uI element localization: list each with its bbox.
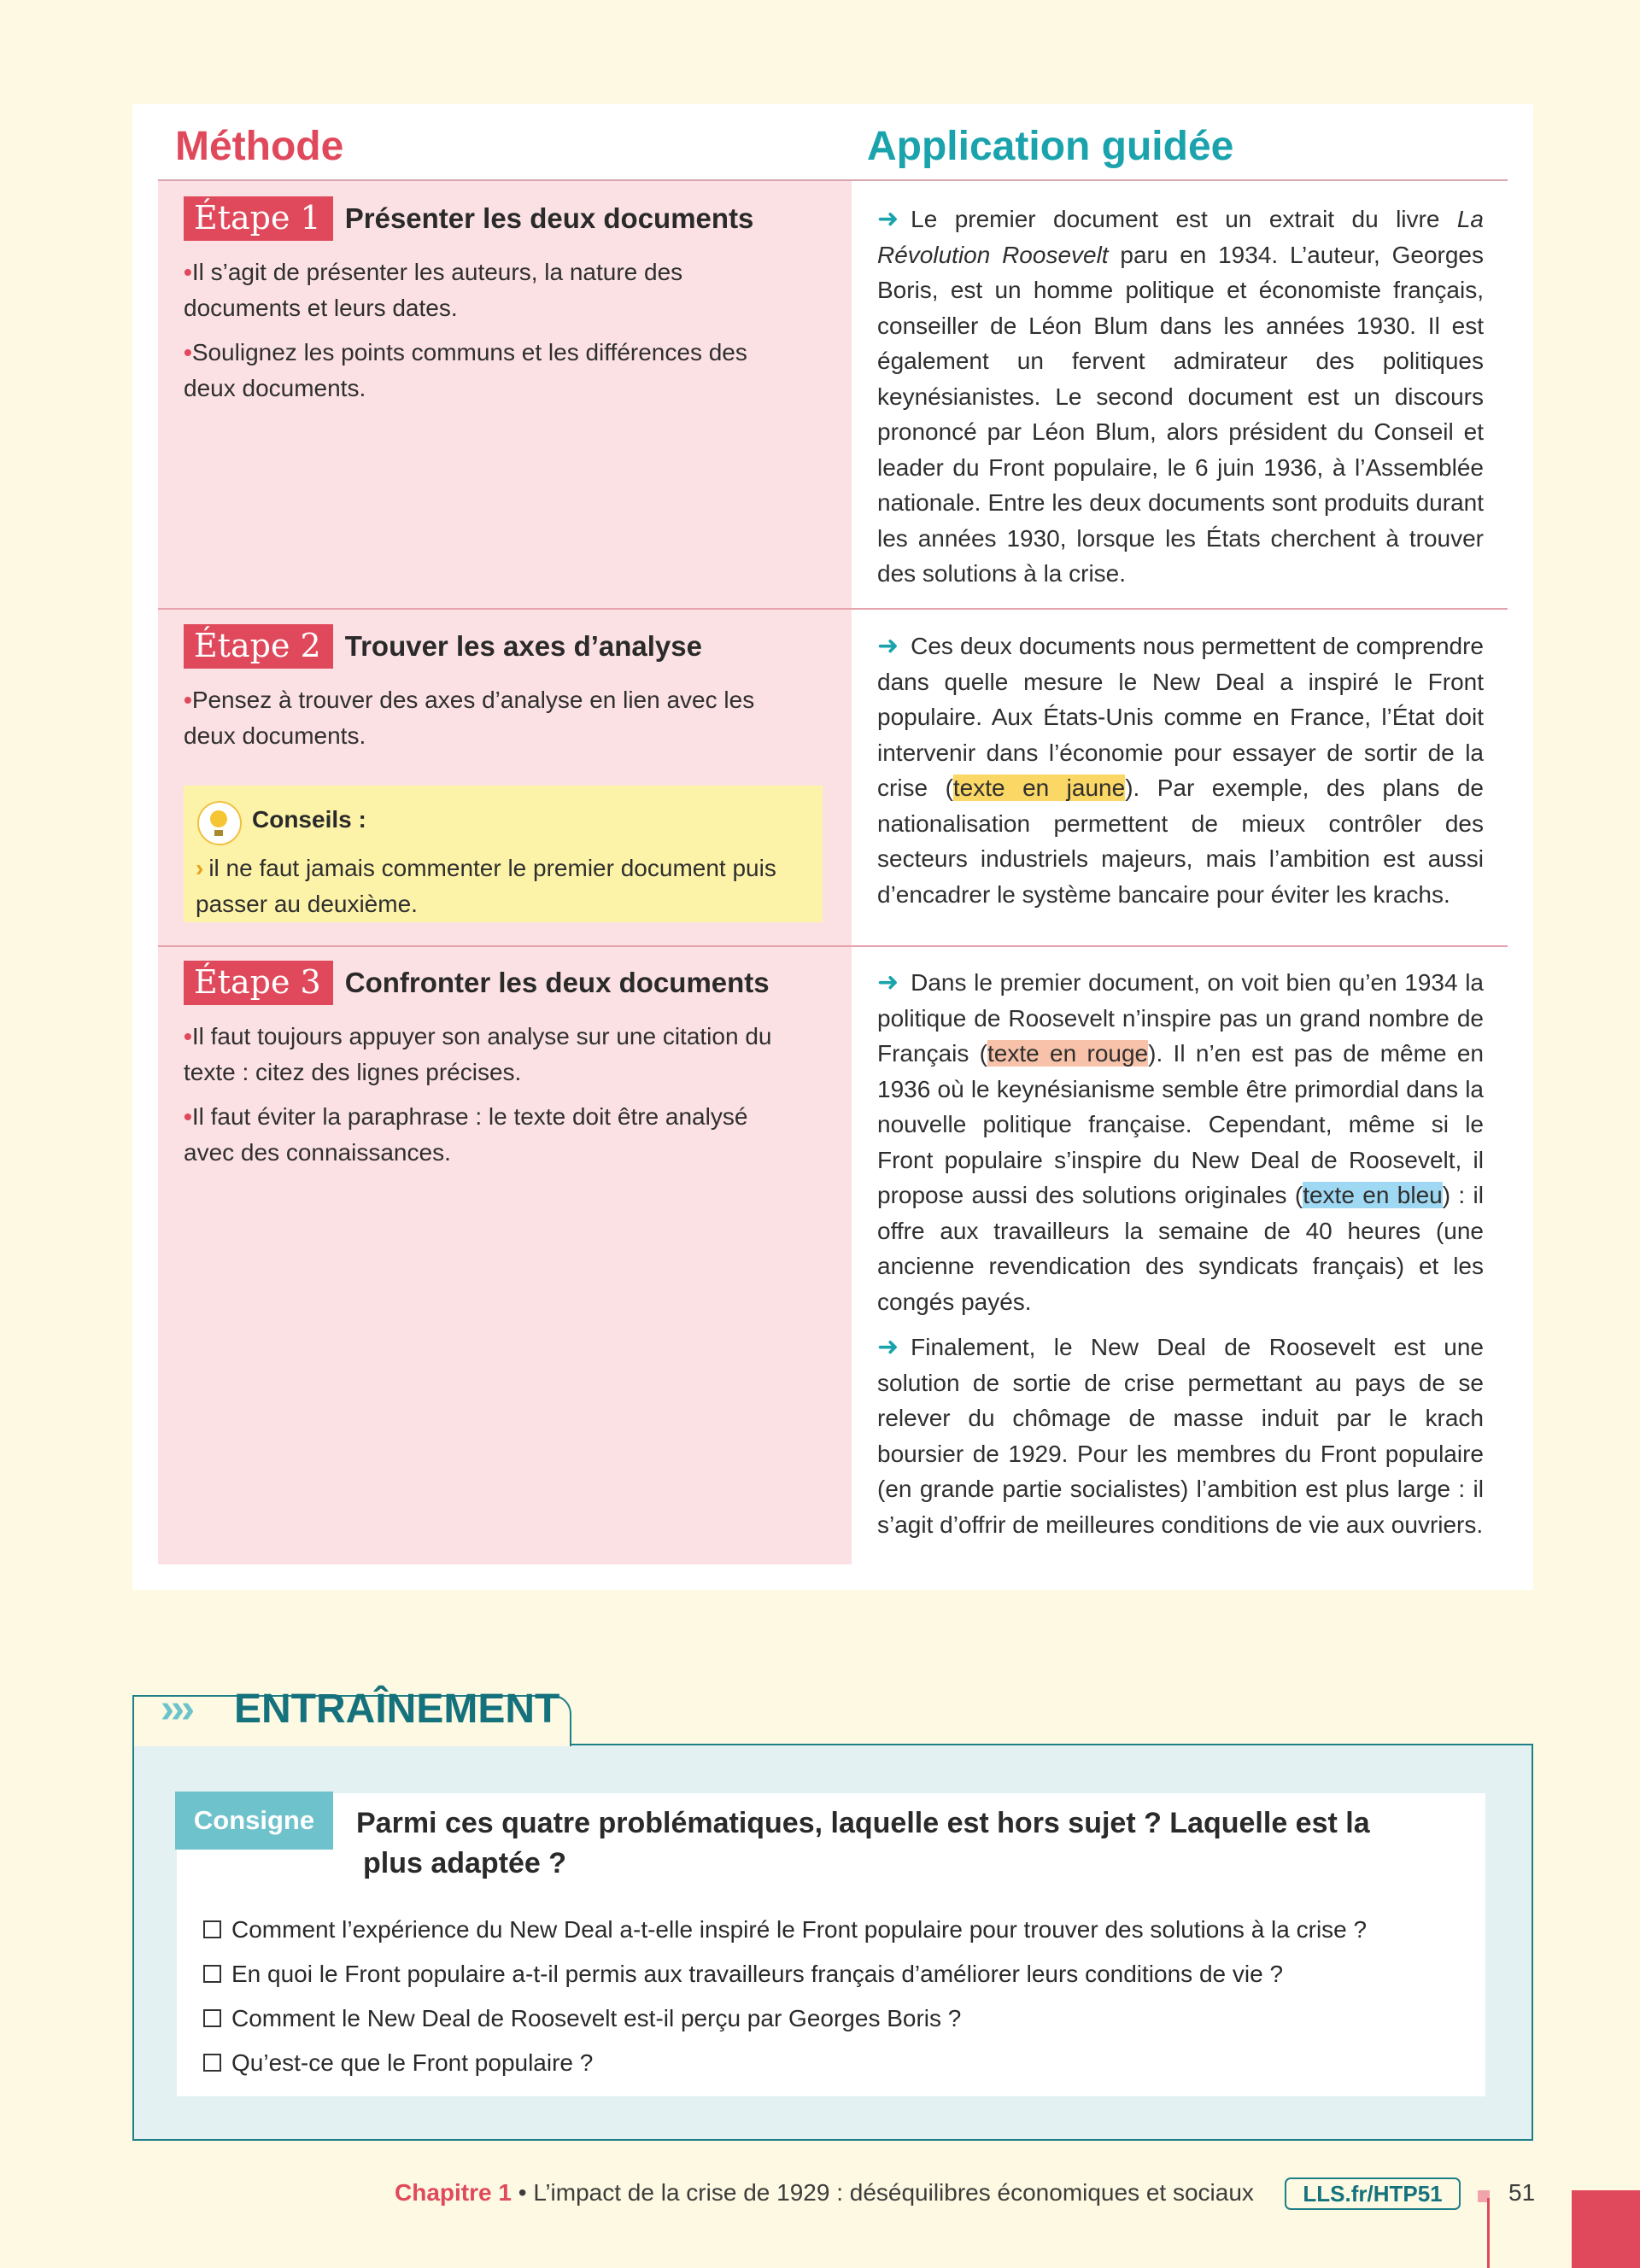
checkbox[interactable]: [203, 1920, 221, 1938]
step-1-bullet: •Soulignez les points communs et les différences des deux documents.: [184, 339, 747, 401]
training-title: ENTRAÎNEMENT: [234, 1686, 560, 1732]
application-paragraph-1: ➜ Le premier document est un extrait du livre La Révolution Roosevelt paru en 1934. L’auteur, Georges Boris, est un homme politique et économiste français, conseiller de Léon Blum dans les années 1930. Il est également un fervent admirateur des politiques keynésianistes. Le second document est un discours prononcé par Léon Blum, alors président du Conseil et leader du Front populaire, le 6 juin 1936, à l’Assemblée nationale. Entre les deux documents sont produits durant les années 1930, lorsque les États cherchent à trouver des solutions à la crise.: [877, 205, 1484, 587]
step-2-badge: Étape 2: [184, 624, 333, 669]
arrow-right-icon: ➜: [877, 632, 899, 660]
step-2-bullet: •Pensez à trouver des axes d’analyse en lien avec les deux documents.: [184, 687, 755, 749]
chapter-label: Chapitre 1: [395, 2179, 512, 2206]
chapter-title: L’impact de la crise de 1929 : déséquilibres économiques et sociaux: [533, 2179, 1254, 2206]
application-header: Application guidée: [867, 124, 1234, 169]
lls-link[interactable]: LLS.fr/HTP51: [1285, 2177, 1461, 2210]
option-2[interactable]: En quoi le Front populaire a-t-il permis aux travailleurs français d’améliorer leurs conditions de vie ?: [203, 1955, 1367, 2000]
step-3-heading: [184, 961, 770, 1005]
arrow-right-icon: ➜: [877, 1333, 899, 1361]
method-application-card: [132, 104, 1533, 1590]
answer-options: [203, 1911, 1367, 2089]
step-3-badge: Étape 3: [184, 961, 333, 1005]
step-3-bullets: [184, 1019, 799, 1179]
step-divider-1: [158, 608, 1508, 610]
application-paragraph-2: ➜ Ces deux documents nous permettent de comprendre dans quelle mesure le New Deal a inspiré le Front populaire. Aux États-Unis comme en France, l’État doit intervenir dans l’économie pour essayer de sortir de la crise (texte en jaune). Par exemple, des plans de nationalisation permettent de mieux contrôler des secteurs industriels majeurs, mais l’ambition est aussi d’encadrer le système bancaire pour éviter les krachs.: [877, 632, 1484, 908]
page-number: 51: [1508, 2179, 1536, 2206]
highlight-yellow: texte en jaune: [952, 775, 1126, 801]
highlight-red: texte en rouge: [987, 1040, 1149, 1067]
step-1-heading: [184, 196, 753, 241]
step-3-bullet: •Il faut toujours appuyer son analyse sur une citation du texte : citez des lignes précises.: [184, 1023, 772, 1085]
checkbox[interactable]: [203, 2009, 221, 2027]
chevrons-icon: ›››: [161, 1686, 191, 1732]
lightbulb-icon: [197, 801, 242, 845]
step-1-bullets: [184, 254, 799, 415]
checkbox[interactable]: [203, 1965, 221, 1983]
book-title: La Révolution Roosevelt: [877, 206, 1484, 268]
option-4[interactable]: Qu’est-ce que le Front populaire ?: [203, 2044, 1367, 2089]
step-3-title: Confronter les deux documents: [344, 967, 770, 998]
step-2-title: Trouver les axes d’analyse: [344, 630, 702, 662]
page-footer: Chapitre 1 • L’impact de la crise de 1929 : déséquilibres économiques et sociaux: [395, 2179, 1254, 2206]
step-2-heading: [184, 624, 702, 669]
step-1-bullet: •Il s’agit de présenter les auteurs, la nature des documents et leurs dates.: [184, 259, 683, 321]
application-paragraph-4: ➜ Finalement, le New Deal de Roosevelt est une solution de sortie de crise permettant au pays de se relever du chômage de masse induit par le krach boursier de 1929. Pour les membres du Front populaire (en grande partie socialistes) l’ambition est plus large : il s’agit d’offrir de meilleures conditions de vie aux ouvriers.: [877, 1333, 1484, 1538]
option-3[interactable]: Comment le New Deal de Roosevelt est-il perçu par Georges Boris ?: [203, 2000, 1367, 2044]
corner-tab: [1572, 2190, 1640, 2268]
application-paragraph-3: ➜ Dans le premier document, on voit bien qu’en 1934 la politique de Roosevelt n’inspire pas un grand nombre de Français (texte en rouge). Il n’en est pas de même en 1936 où le keynésianisme semble être primordial dans la nouvelle politique française. Cependant, même si le Front populaire s’inspire du New Deal de Roosevelt, il propose aussi des solutions originales (texte en bleu) : il offre aux travailleurs la semaine de 40 heures (une ancienne revendication des syndicats français) et les congés payés. ➜ Finalement, le New Deal de Roosevelt est une solution de sortie de crise permettant au pays de se relever du chômage de masse induit par le krach boursier de 1929. Pour les membres du Front populaire (en grande partie socialistes) l’ambition est plus large : il s’agit d’offrir de meilleures conditions de vie aux ouvriers.: [877, 965, 1484, 1552]
arrow-right-icon: ➜: [877, 205, 899, 233]
arrow-right-icon: ➜: [877, 968, 899, 997]
chevron-right-icon: ›: [196, 855, 204, 881]
consigne-label: Consigne: [175, 1792, 333, 1850]
step-1-title: Présenter les deux documents: [344, 202, 754, 234]
checkbox[interactable]: [203, 2054, 221, 2072]
step-3-bullet: •Il faut éviter la paraphrase : le texte doit être analysé avec des connaissances.: [184, 1103, 748, 1166]
conseil-item: › il ne faut jamais commenter le premier document puis passer au deuxième.: [196, 855, 776, 917]
step-1-badge: Étape 1: [184, 196, 333, 241]
footer-line: [1487, 2198, 1490, 2268]
highlight-blue: texte en bleu: [1303, 1182, 1443, 1208]
step-2-bullets: [184, 682, 799, 763]
header-divider: [158, 179, 1508, 181]
conseil-box: [184, 786, 823, 922]
method-header: Méthode: [175, 124, 344, 169]
conseil-title: Conseils :: [252, 806, 366, 833]
training-question: Parmi ces quatre problématiques, laquelle est hors sujet ? Laquelle est la plus adaptée ?: [356, 1807, 1370, 1879]
step-divider-2: [158, 945, 1508, 947]
option-1[interactable]: Comment l’expérience du New Deal a-t-elle inspiré le Front populaire pour trouver des solutions à la crise ?: [203, 1911, 1367, 1955]
